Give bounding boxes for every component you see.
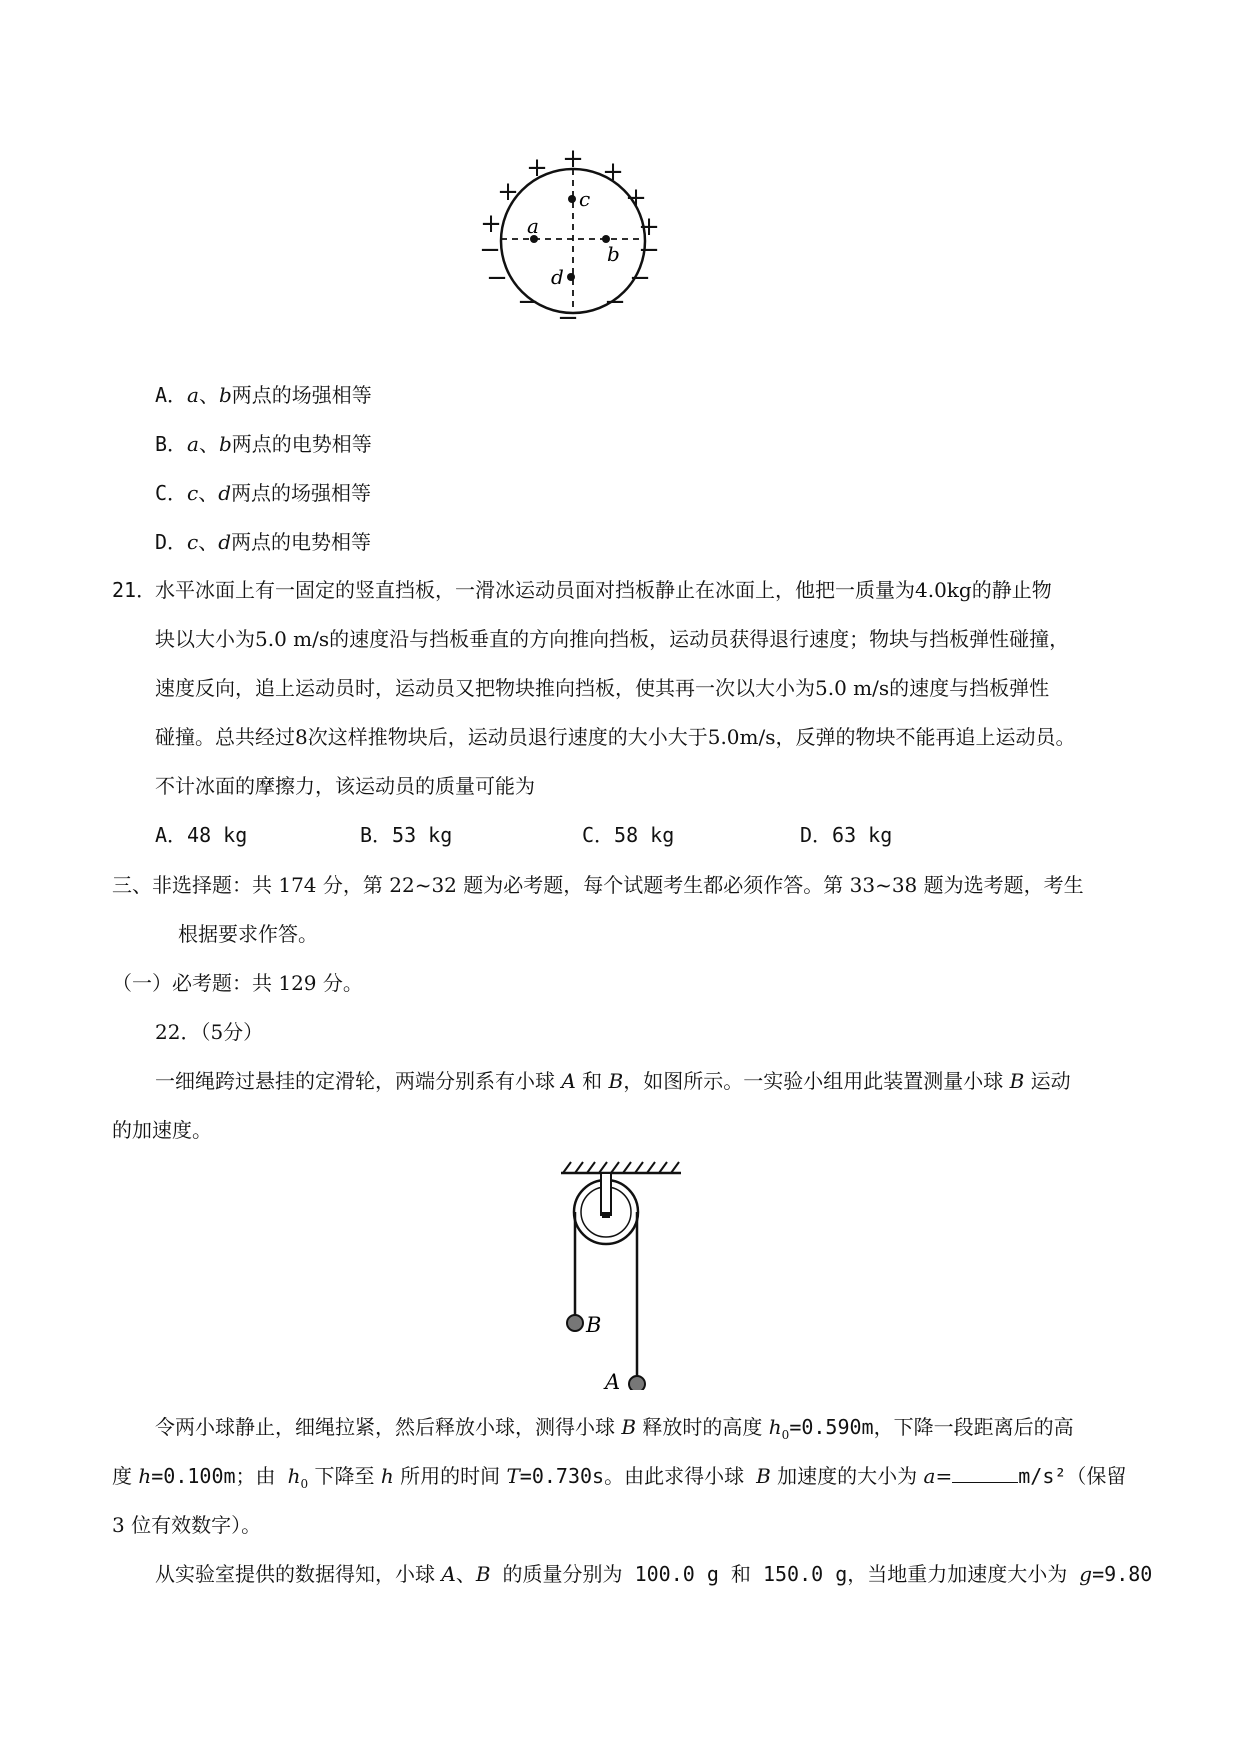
q20-option-c [155, 480, 371, 506]
label-b: b [607, 242, 620, 266]
var-B: B [475, 1562, 491, 1586]
plus-sign: + [625, 183, 647, 213]
ceiling-hatch [563, 1162, 571, 1173]
minus-sign: − [517, 287, 539, 317]
text: m/s²（保留 [1018, 1464, 1127, 1488]
text: 度 [112, 1464, 139, 1488]
var-T: T [506, 1464, 520, 1488]
option-var: d [218, 530, 232, 554]
var-B: B [608, 1069, 624, 1093]
option-var: a [187, 383, 199, 407]
q22-header: 22．（5分） [155, 1020, 264, 1044]
option-prefix: A． [155, 383, 188, 407]
text: 释放时的高度 [636, 1415, 769, 1439]
label-c: c [579, 187, 591, 211]
minus-sign: − [557, 303, 579, 330]
pulley-axle [602, 1212, 610, 1218]
q22-intro-line-1 [155, 1068, 1071, 1094]
option-var: c [187, 481, 199, 505]
text: 、 [455, 1562, 476, 1586]
label-d: d [551, 265, 564, 289]
var-B: B [621, 1415, 637, 1439]
option-sep: 、 [198, 432, 219, 456]
q21-option-d: D．63 kg [800, 823, 893, 847]
ceiling-hatch [611, 1162, 619, 1173]
plus-sign: + [526, 153, 548, 183]
text: 的质量分别为 100.0 g 和 150.0 g，当地重力加速度大小为 [490, 1562, 1080, 1586]
text: 所用的时间 [393, 1464, 507, 1488]
plus-sign: + [602, 157, 624, 187]
q22-p2-line-3: 3 位有效数字）。 [112, 1513, 262, 1537]
plus-sign: + [480, 209, 502, 239]
var-h0: h [768, 1415, 782, 1439]
q21-option-b: B．53 kg [360, 823, 453, 847]
ball-a [629, 1376, 645, 1390]
minus-sign: − [604, 287, 626, 317]
q20-option-a [155, 382, 372, 408]
option-var: d [218, 481, 232, 505]
var-B: B [756, 1464, 771, 1488]
text: 下降至 [308, 1464, 381, 1488]
var-A: A [441, 1562, 456, 1586]
q20-option-b [155, 431, 372, 457]
pulley-figure [555, 1160, 695, 1390]
ceiling-hatch [575, 1162, 583, 1173]
q22-p3-line-1 [155, 1561, 1152, 1587]
var-h0: h [287, 1464, 301, 1488]
option-var: b [218, 432, 232, 456]
plus-sign: + [562, 144, 584, 174]
option-prefix: B． [155, 432, 188, 456]
label-A: A [605, 1370, 621, 1390]
charged-sphere-figure [470, 140, 680, 330]
q22-p2-line-1 [155, 1414, 1074, 1448]
text: 从实验室提供的数据得知，小球 [155, 1562, 442, 1586]
minus-sign: − [479, 235, 501, 265]
q20-option-d [155, 529, 371, 555]
minus-sign: − [486, 263, 508, 293]
option-prefix: C． [155, 481, 188, 505]
text: =0.100m；由 [151, 1464, 288, 1488]
q21-option-c: C．58 kg [582, 823, 675, 847]
section3-required: （一）必考题：共 129 分。 [112, 971, 363, 995]
option-text: 两点的场强相等 [231, 481, 372, 505]
option-text: 两点的场强相等 [231, 383, 372, 407]
var-h: h [380, 1464, 394, 1488]
point-d [567, 273, 575, 281]
q21-option-a: A．48 kg [155, 823, 248, 847]
option-var: a [187, 432, 199, 456]
ball-b [567, 1315, 583, 1331]
label-B: B [586, 1313, 602, 1337]
subscript: 0 [781, 1428, 790, 1442]
text: =0.590m，下降一段距离后的高 [789, 1415, 1074, 1439]
option-text: 两点的电势相等 [231, 432, 372, 456]
ceiling-hatch [623, 1162, 631, 1173]
option-var: c [187, 530, 199, 554]
answer-blank[interactable] [952, 1464, 1018, 1483]
ceiling-hatch [599, 1162, 607, 1173]
ceiling-hatch [659, 1162, 667, 1173]
ceiling-hatch [635, 1162, 643, 1173]
section3-line-1: 三、非选择题：共 174 分，第 22~32 题为必考题，每个试题考生都必须作答。第 33~38 题为选考题，考生 [112, 873, 1084, 897]
q22-p2-line-2 [112, 1463, 1126, 1497]
subscript: 0 [300, 1477, 309, 1491]
q22-intro-line-2: 的加速度。 [112, 1118, 212, 1142]
text: 一细绳跨过悬挂的定滑轮，两端分别系有小球 [155, 1069, 562, 1093]
text: 令两小球静止，细绳拉紧，然后释放小球，测得小球 [155, 1415, 622, 1439]
minus-sign: − [638, 235, 660, 265]
text: ，如图所示。一实验小组用此装置测量小球 [623, 1069, 1010, 1093]
option-text: 两点的电势相等 [231, 530, 372, 554]
option-sep: 、 [198, 383, 219, 407]
label-a: a [527, 214, 539, 238]
text: =0.730s。由此求得小球 [519, 1464, 757, 1488]
section3-line-2: 根据要求作答。 [178, 922, 318, 946]
q21-line-4: 碰撞。总共经过8次这样推物块后，运动员退行速度的大小大于5.0m/s，反弹的物块不能再追上运动员。 [155, 725, 1076, 749]
var-g: g [1079, 1562, 1093, 1586]
option-prefix: D． [155, 530, 188, 554]
q21-number: 21． [112, 578, 157, 602]
text: =9.80 [1092, 1562, 1153, 1586]
var-B: B [1009, 1069, 1025, 1093]
ceiling-hatch [671, 1162, 679, 1173]
ceiling-hatch [587, 1162, 595, 1173]
var-h: h [138, 1464, 152, 1488]
minus-sign: − [629, 263, 651, 293]
text: 加速度的大小为 [770, 1464, 924, 1488]
q21-line-2: 块以大小为5.0 m/s的速度沿与挡板垂直的方向推向挡板，运动员获得退行速度；物块与挡板弹性碰撞， [155, 627, 1070, 651]
point-c [568, 195, 576, 203]
plus-sign: + [497, 177, 519, 207]
text: = [935, 1464, 953, 1488]
q21-line-3: 速度反向，追上运动员时，运动员又把物块推向挡板，使其再一次以大小为5.0 m/s的速度与挡板弹性 [155, 676, 1050, 700]
plus-sign: + [638, 212, 660, 242]
var-a: a [923, 1464, 936, 1488]
var-A: A [561, 1069, 576, 1093]
text: 运动 [1024, 1069, 1071, 1093]
option-sep: 、 [198, 481, 219, 505]
ceiling-hatch [647, 1162, 655, 1173]
q21-line-1: 水平冰面上有一固定的竖直挡板，一滑冰运动员面对挡板静止在冰面上，他把一质量为4.0kg的静止物 [155, 578, 1052, 602]
option-var: b [218, 383, 232, 407]
pulley-hanger [601, 1173, 611, 1215]
option-sep: 、 [198, 530, 219, 554]
text: 和 [575, 1069, 609, 1093]
q21-line-5: 不计冰面的摩擦力，该运动员的质量可能为 [155, 774, 535, 798]
